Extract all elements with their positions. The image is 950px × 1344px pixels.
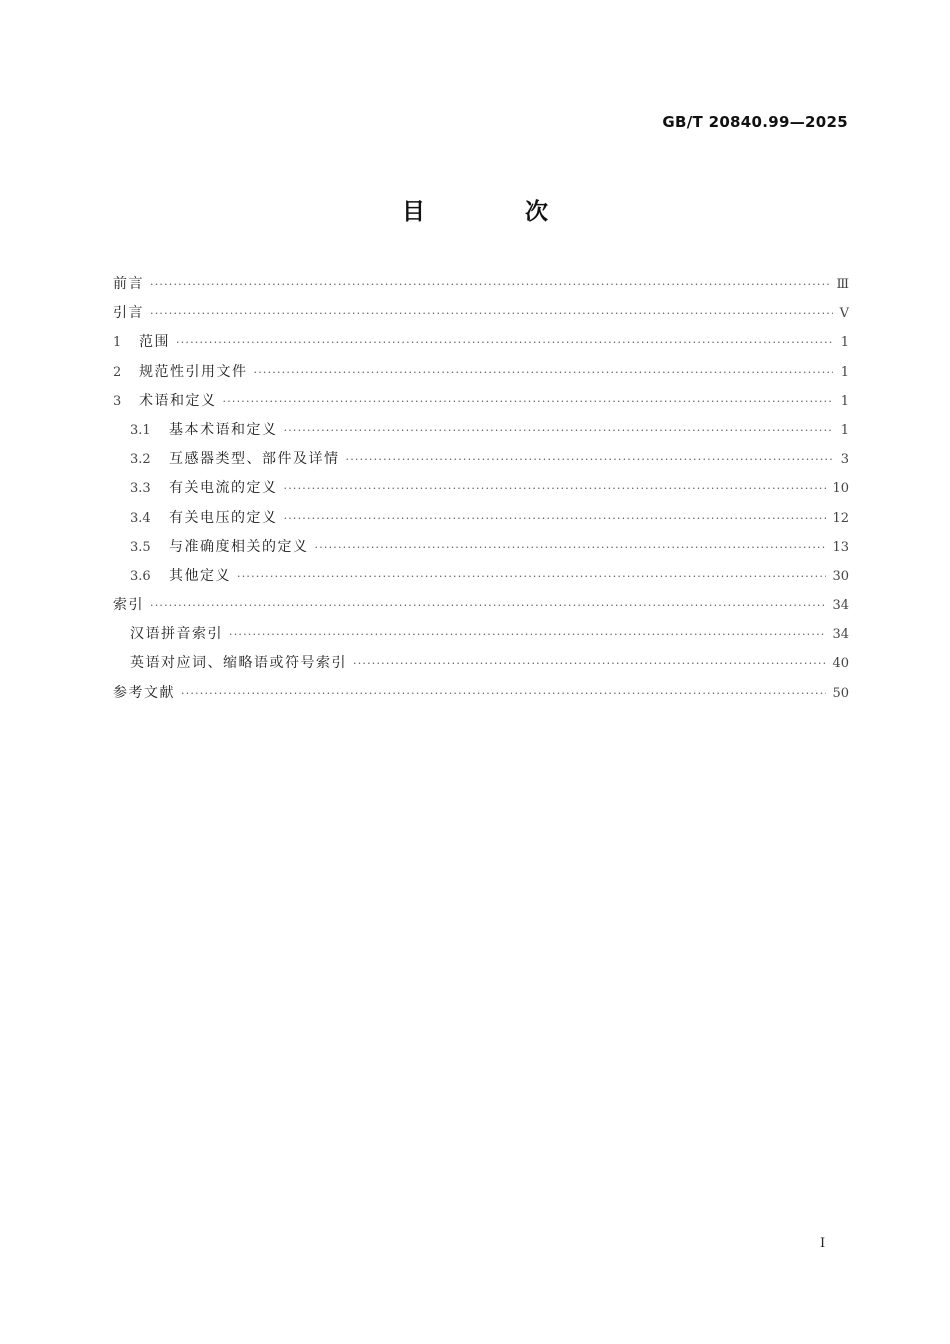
toc-page-number: 50 <box>832 685 849 701</box>
toc-entry-number: 3.2 <box>130 452 151 468</box>
toc-entry-number: 3.5 <box>130 539 151 555</box>
toc-page-number: Ⅲ <box>836 277 849 292</box>
toc-entry-label: 有关电流的定义 <box>169 480 278 497</box>
toc-entry-label: 范围 <box>139 334 170 351</box>
toc-dot-leader <box>353 649 826 678</box>
toc-dot-leader <box>284 504 827 533</box>
toc-entry-number: 3.4 <box>130 510 151 526</box>
toc-entry-label: 互感器类型、部件及详情 <box>169 451 340 468</box>
toc-entry-number: 1 <box>113 335 122 351</box>
toc-page-number: 3 <box>840 452 849 468</box>
page-title: 目 次 <box>401 199 594 225</box>
toc-entry-normative-references[interactable] <box>113 358 849 387</box>
toc-dot-leader <box>237 562 826 591</box>
toc-entry-label: 与准确度相关的定义 <box>169 538 309 555</box>
toc-entry-label: 规范性引用文件 <box>139 363 248 380</box>
toc-entry-english-index[interactable] <box>113 649 849 678</box>
toc-entry-bibliography[interactable] <box>113 679 849 708</box>
toc-dot-leader <box>150 299 833 328</box>
toc-dot-leader <box>176 328 833 357</box>
toc-dot-leader <box>223 387 834 416</box>
toc-dot-leader <box>229 620 826 649</box>
toc-dot-leader <box>254 358 834 387</box>
toc-page-number: 34 <box>832 598 849 614</box>
toc-dot-leader <box>181 679 826 708</box>
toc-entry-3-5[interactable] <box>113 533 849 562</box>
table-of-contents <box>113 270 849 708</box>
toc-entry-number: 2 <box>113 364 122 380</box>
toc-entry-label: 引言 <box>113 305 144 322</box>
toc-dot-leader <box>284 474 827 503</box>
toc-entry-number: 3.3 <box>130 481 151 497</box>
toc-entry-label: 索引 <box>113 597 144 614</box>
page-number: I <box>820 1236 826 1251</box>
toc-entry-label: 英语对应词、缩略语或符号索引 <box>130 655 347 672</box>
toc-entry-label: 其他定义 <box>169 567 231 584</box>
toc-entry-3-6[interactable] <box>113 562 849 591</box>
toc-entry-introduction[interactable] <box>113 299 849 328</box>
toc-entry-3-4[interactable] <box>113 504 849 533</box>
toc-page-number: 1 <box>840 364 849 380</box>
toc-entry-terms-definitions[interactable] <box>113 387 849 416</box>
toc-entry-pinyin-index[interactable] <box>113 620 849 649</box>
toc-entry-number: 3.1 <box>130 422 151 438</box>
toc-dot-leader <box>315 533 827 562</box>
toc-entry-label: 参考文献 <box>113 684 175 701</box>
toc-entry-3-3[interactable] <box>113 474 849 503</box>
toc-entry-label: 有关电压的定义 <box>169 509 278 526</box>
toc-page-number: 34 <box>832 627 849 643</box>
toc-entry-number: 3.6 <box>130 568 151 584</box>
toc-dot-leader <box>150 270 830 299</box>
standard-code: GB/T 20840.99—2025 <box>662 113 848 131</box>
toc-entry-index[interactable] <box>113 591 849 620</box>
toc-page-number: 12 <box>832 510 849 526</box>
toc-dot-leader <box>346 445 834 474</box>
toc-page-number: Ⅴ <box>839 306 849 322</box>
toc-page-number: 13 <box>832 539 849 555</box>
toc-entry-label: 汉语拼音索引 <box>130 626 223 643</box>
toc-entry-number: 3 <box>113 393 122 409</box>
toc-page-number: 10 <box>832 481 849 497</box>
toc-page-number: 40 <box>832 656 849 672</box>
toc-entry-foreword[interactable] <box>113 270 849 299</box>
toc-page-number: 1 <box>840 393 849 409</box>
toc-page-number: 30 <box>832 568 849 584</box>
toc-page-number: 1 <box>840 335 849 351</box>
toc-entry-3-2[interactable] <box>113 445 849 474</box>
toc-entry-scope[interactable] <box>113 328 849 357</box>
toc-entry-label: 术语和定义 <box>139 392 217 409</box>
toc-dot-leader <box>284 416 834 445</box>
toc-dot-leader <box>150 591 826 620</box>
toc-entry-3-1[interactable] <box>113 416 849 445</box>
toc-entry-label: 基本术语和定义 <box>169 421 278 438</box>
toc-entry-label: 前言 <box>113 276 144 292</box>
toc-page-number: 1 <box>840 422 849 438</box>
